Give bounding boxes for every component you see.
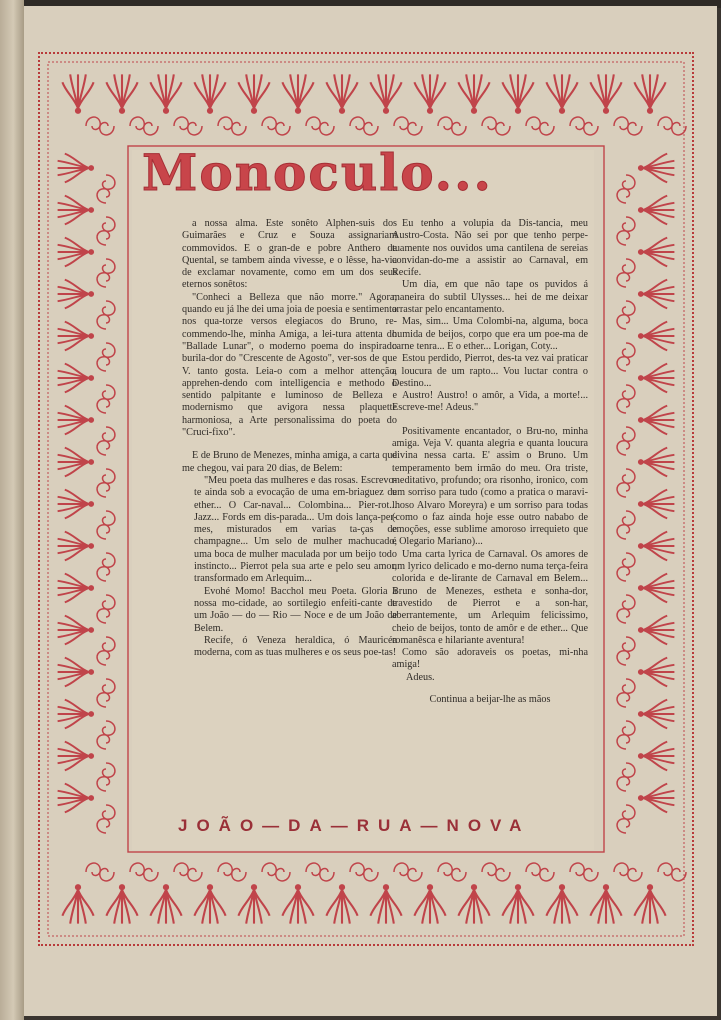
palmette-ornament [638, 490, 674, 519]
scroll-ornament [617, 175, 635, 203]
palmette-ornament [106, 884, 137, 924]
palmette-ornament [370, 884, 401, 924]
quoted-letter: Eu tenho a volupia da Dis-tancia, meu Austro-Costa. Não sei por que tenho perpe-tuamente nos ouvidos uma cantilena de sereias convidan-do-me a assistir ao Carnaval, em Recife. [392, 218, 588, 279]
palmette-ornament [638, 154, 674, 183]
scroll-ornament [570, 863, 598, 881]
palmette-ornament [326, 74, 357, 114]
palmette-ornament [58, 700, 94, 729]
paragraph: "Conheci a Belleza que não morre." Agora, quando eu já lhe dei uma joia de poesia e sentimento nos qua-torze versos elegiacos do Bruno, re-commendo-lhe, minha Amiga, a lei-tura attenta do "Ballade Lunar", o moderno poema do inspirado burila-dor do "Crescente de Agosto", ver-sos de que V. tanto gosta. Leia-o com a melhor attenção, apprehen-dendo com intelligencia e methodo o sentido palpitante e luminoso de Belleza e modernismo que avigora nessa plaquette harmoniosa, a Arte personalissima do poeta do "Cruci-fixo". [182, 291, 398, 439]
paragraph: E de Bruno de Menezes, minha amiga, a carta que me chegou, vai para 20 dias, de Belem: [182, 450, 397, 474]
scroll-ornament [394, 863, 422, 881]
quoted-letter: Um dia, em que não tape os puvidos á maneira do subtil Ulysses... hei de me deixar arrastar pelo encantamento. [392, 279, 588, 316]
scroll-ornament [658, 117, 686, 135]
palmette-ornament [638, 448, 674, 477]
scroll-ornament [617, 637, 635, 665]
scroll-ornament [97, 805, 115, 833]
scroll-ornament [174, 117, 202, 135]
right-text-column [392, 218, 588, 706]
palmette-ornament [638, 196, 674, 225]
palmette-ornament [638, 406, 674, 435]
palmette-ornament [502, 74, 533, 114]
scroll-ornament [97, 343, 115, 371]
palmette-ornament [326, 884, 357, 924]
scroll-ornament [617, 595, 635, 623]
scroll-ornament [218, 117, 246, 135]
palmette-ornament [590, 74, 621, 114]
closing-line: Continua a beijar-lhe as mãos [429, 693, 551, 705]
scroll-ornament [218, 863, 246, 881]
scroll-ornament [617, 721, 635, 749]
paragraph: Positivamente encantador, o Bru-no, minha amiga. Veja V. quanta alegria e quanta loucura divina nessa carta. E' assim o Bruno. Um temperamento bem irmão do meu. Ora triste, meditativo, profundo; ora risonho, ironico, com um sorriso para tudo (como a pratica o maravi-lhoso Alvaro Moreyra) e um sorriso para todas (como o faz ainda hoje esse outro nababo de emoções, esse sublime amoroso irrequieto que é Olegario Mariano)... [392, 425, 588, 548]
scroll-ornament [97, 301, 115, 329]
palmette-ornament [194, 74, 225, 114]
palmette-ornament [458, 74, 489, 114]
scroll-ornament [174, 863, 202, 881]
paragraph: a nossa alma. Este sonêto Alphen-suis dos Guimarães e Cruz e Souza assignariam commovidos. E o gran-de e pobre Anthero de Quental, se tambem ainda vivesse, e o lêsse, ha-via de exclamar novamente, como em um dos seus eternos sonêtos: [182, 218, 397, 291]
scroll-ornament [617, 511, 635, 539]
scroll-ornament [617, 763, 635, 791]
scroll-ornament [438, 117, 466, 135]
scroll-ornament [617, 427, 635, 455]
palmette-ornament [546, 74, 577, 114]
palmette-ornament [282, 74, 313, 114]
palmette-ornament [638, 574, 674, 603]
scroll-ornament [262, 863, 290, 881]
palmette-ornament [458, 884, 489, 924]
palmette-ornament [590, 884, 621, 924]
scroll-ornament [97, 427, 115, 455]
palmette-ornament [638, 364, 674, 393]
palmette-ornament [58, 322, 94, 351]
palmette-ornament [58, 742, 94, 771]
scroll-ornament [97, 259, 115, 287]
scroll-ornament [438, 863, 466, 881]
palmette-ornament [58, 196, 94, 225]
palmette-ornament [58, 280, 94, 309]
palmette-ornament [238, 74, 269, 114]
palmette-ornament [150, 74, 181, 114]
scroll-ornament [86, 117, 114, 135]
palmette-ornament [58, 784, 94, 813]
quoted-letter: Evohé Momo! Bacchol meu Poeta. Gloria á nossa mo-cidade, ao sortilegio enfeiti-cante de um João — do — Rio — Noce e de um João de Belem. [194, 585, 397, 634]
quoted-letter: Estou perdido, Pierrot, des-ta vez vai praticar a loucura de um rapto... Vou luctar contra o Destino... [392, 353, 588, 389]
scroll-ornament [482, 863, 510, 881]
scroll-ornament [97, 763, 115, 791]
scroll-ornament [617, 553, 635, 581]
palmette-ornament [58, 448, 94, 477]
palmette-ornament [634, 884, 665, 924]
scroll-ornament [97, 511, 115, 539]
scroll-ornament [614, 117, 642, 135]
palmette-ornament [238, 884, 269, 924]
scroll-ornament [614, 863, 642, 881]
palmette-ornament [414, 74, 445, 114]
farewell: Adeus. [406, 671, 435, 683]
palmette-ornament [638, 322, 674, 351]
scroll-ornament [617, 385, 635, 413]
scroll-ornament [570, 117, 598, 135]
adjacent-page-edge [0, 0, 24, 1020]
scroll-ornament [262, 117, 290, 135]
scroll-ornament [350, 117, 378, 135]
scroll-ornament [130, 117, 158, 135]
palmette-ornament [502, 884, 533, 924]
scroll-ornament [97, 679, 115, 707]
scroll-ornament [617, 343, 635, 371]
scroll-ornament [97, 175, 115, 203]
palmette-ornament [282, 884, 313, 924]
scroll-ornament [617, 301, 635, 329]
palmette-ornament [638, 700, 674, 729]
scroll-ornament [394, 117, 422, 135]
quoted-letter: Recife, ó Veneza heraldica, ó Mauricéa moderna, com as tuas mulheres e os seus poe-tas! [194, 634, 397, 659]
author-signature: JOÃO—DA—RUA—NOVA [178, 816, 531, 835]
palmette-ornament [370, 74, 401, 114]
palmette-ornament [638, 784, 674, 813]
scroll-ornament [97, 217, 115, 245]
scroll-ornament [617, 217, 635, 245]
scroll-ornament [617, 679, 635, 707]
left-text-column [182, 218, 397, 659]
palmette-ornament [62, 74, 93, 114]
palmette-ornament [638, 238, 674, 267]
scroll-ornament [97, 637, 115, 665]
palmette-ornament [414, 884, 445, 924]
paragraph: Como são adoraveis os poetas, mi-nha amiga! [392, 647, 588, 671]
palmette-ornament [150, 884, 181, 924]
quoted-letter: Austro! Austro! o amôr, a Vida, a morte!... Escreve-me! Adeus." [392, 390, 588, 414]
scroll-ornament [97, 469, 115, 497]
palmette-ornament [638, 616, 674, 645]
scroll-ornament [617, 469, 635, 497]
scroll-ornament [617, 259, 635, 287]
palmette-ornament [638, 532, 674, 561]
palmette-ornament [58, 532, 94, 561]
scroll-ornament [97, 595, 115, 623]
palmette-ornament [638, 742, 674, 771]
palmette-ornament [58, 364, 94, 393]
scroll-ornament [482, 117, 510, 135]
scroll-ornament [97, 385, 115, 413]
palmette-ornament [58, 406, 94, 435]
palmette-ornament [58, 658, 94, 687]
palmette-ornament [58, 574, 94, 603]
quoted-letter: Mas, sim... Uma Colombi-na, alguma, boca humida de beijos, corpo que era um poe-ma de carne tenra... E o ether... Lorigan, Coty... [392, 316, 588, 352]
palmette-ornament [58, 490, 94, 519]
scroll-ornament [130, 863, 158, 881]
scroll-ornament [658, 863, 686, 881]
scroll-ornament [86, 863, 114, 881]
palmette-ornament [58, 616, 94, 645]
scroll-ornament [306, 863, 334, 881]
palmette-ornament [638, 658, 674, 687]
page-title: Monoculo... [142, 143, 493, 202]
palmette-ornament [194, 884, 225, 924]
palmette-ornament [638, 280, 674, 309]
palmette-ornament [546, 884, 577, 924]
palmette-ornament [58, 238, 94, 267]
palmette-ornament [106, 74, 137, 114]
scroll-ornament [350, 863, 378, 881]
palmette-ornament [634, 74, 665, 114]
quoted-letter: "Meu poeta das mulheres e das rosas. Escrevo-te ainda sob a evocação de uma em-briaguez de ether... O Car-naval... Colombina... Pier-rot... Jazz... Fords em dis-parada... Um dois lança-per-mes, misturados em varias ta-ças de champagne... Um selo de mulher machucado, uma boca de mulher maculada por um beijo todo instincto... Pierrot pela sua arte e pelo seu amor, transformado em Arlequim... [194, 474, 397, 585]
palmette-ornament [58, 154, 94, 183]
palmette-ornament [62, 884, 93, 924]
paragraph: Uma carta lyrica de Carnaval. Os amores de um lyrico delicado e mo-derno numa terça-feira colorida e de-lirante de Carnaval em Belem... Bruno de Menezes, estheta e sonha-dor, travestido de Pierrot e a son-har, aberrantemente, um Arlequim felicissimo, cheio de beijos, tonto de amôr e de ether... Que romanêsca e hilariante aventura! [392, 548, 588, 646]
scroll-ornament [526, 117, 554, 135]
scroll-ornament [617, 805, 635, 833]
scroll-ornament [306, 117, 334, 135]
scroll-ornament [97, 721, 115, 749]
scroll-ornament [526, 863, 554, 881]
scroll-ornament [97, 553, 115, 581]
